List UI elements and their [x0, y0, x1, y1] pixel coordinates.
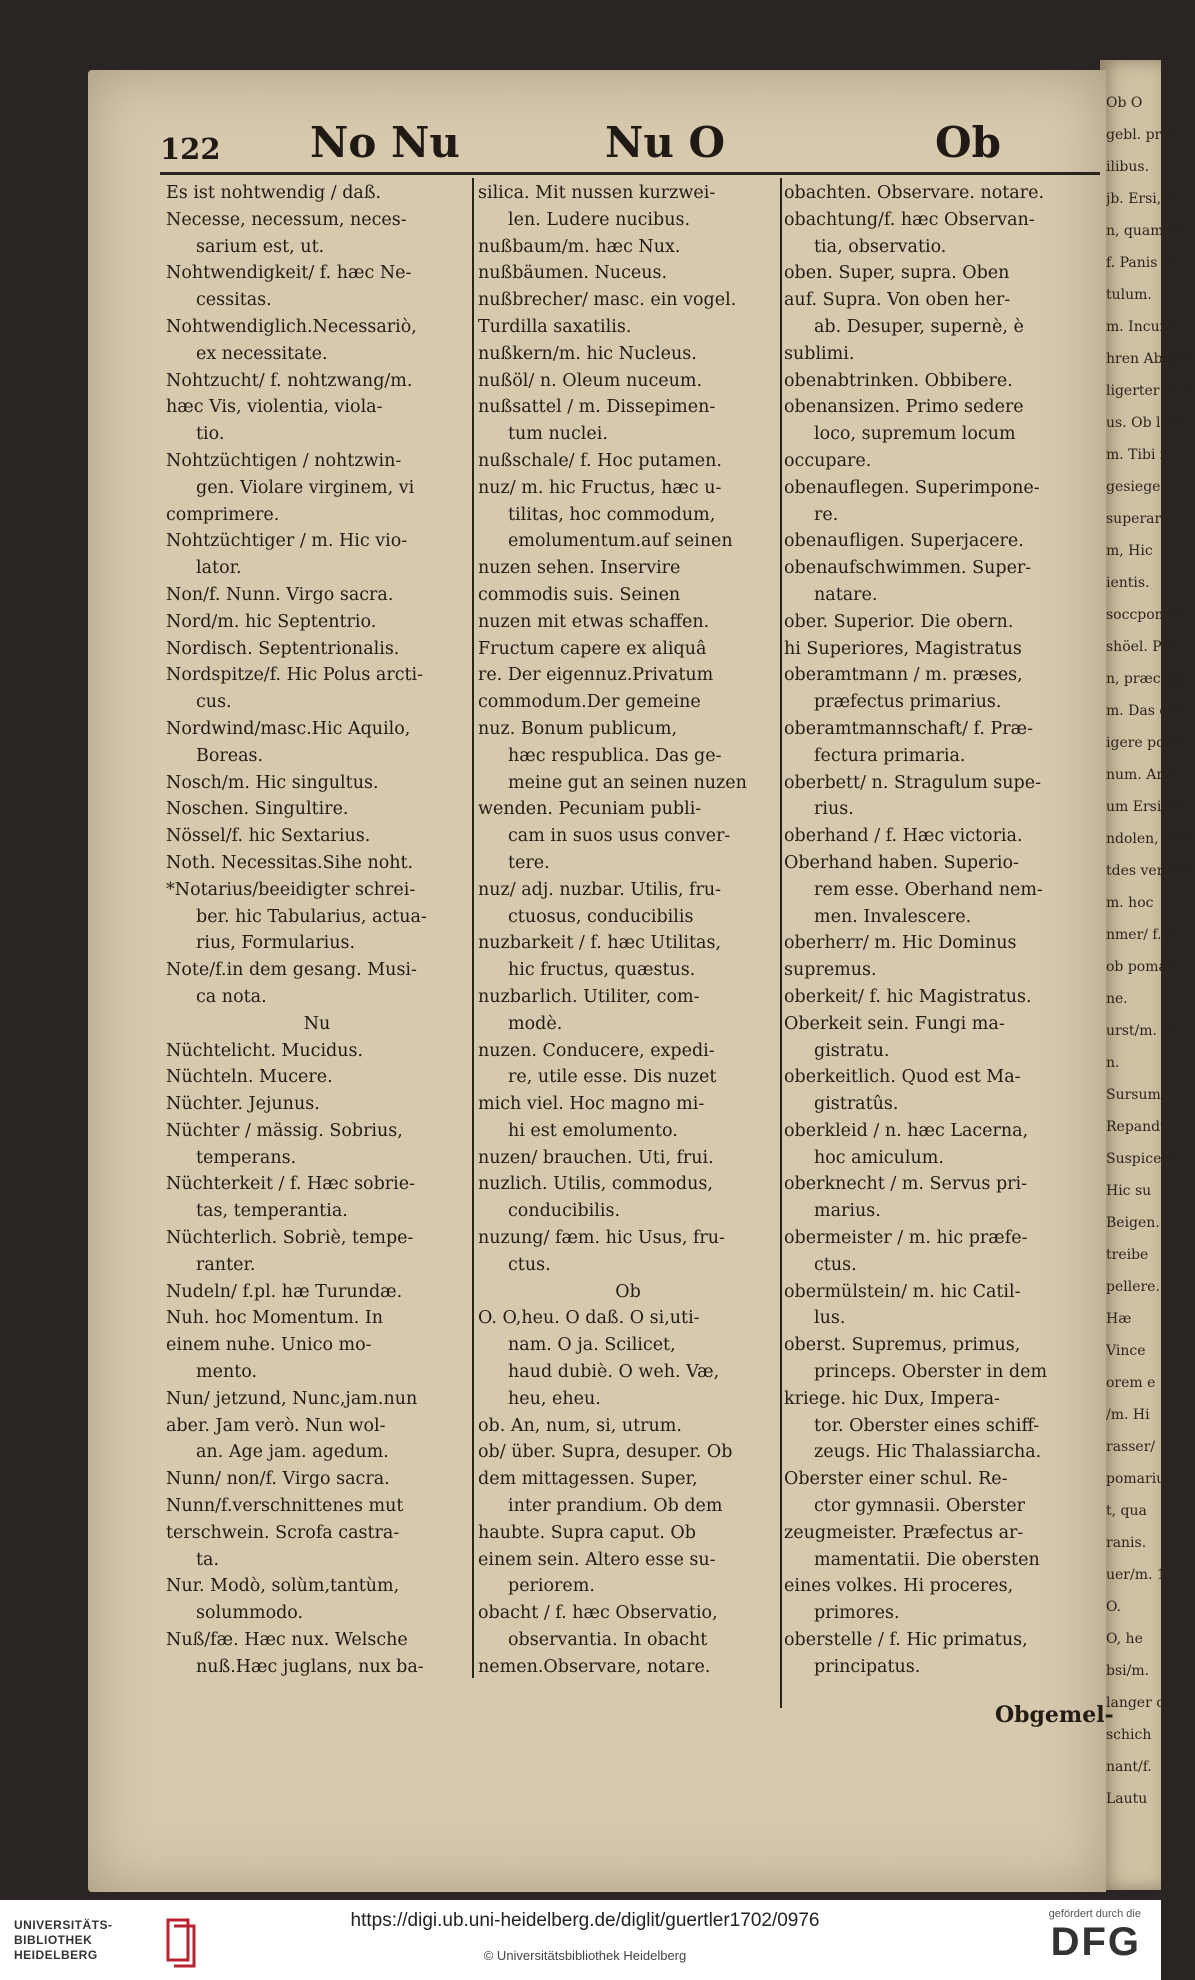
- text-line: occupare.: [784, 450, 872, 471]
- next-page-fragment: schich: [1106, 1727, 1152, 1743]
- next-page-fragment: num. Arbo: [1106, 767, 1181, 783]
- next-page-fragment: Lautu: [1106, 1791, 1148, 1807]
- text-line: zeugs. Hic Thalassiarcha.: [814, 1442, 1042, 1463]
- text-line: obenansizen. Primo sedere: [784, 397, 1024, 418]
- text-line: nußbäumen. Nuceus.: [478, 263, 668, 284]
- next-page-fragment: Suspicere: [1106, 1151, 1177, 1167]
- next-page-fragment: treibe: [1106, 1247, 1149, 1263]
- text-line: ab. Desuper, supernè, è: [814, 316, 1024, 337]
- text-line: ctor gymnasii. Oberster: [814, 1496, 1025, 1517]
- text-line: oberkeit/ f. hic Magistratus.: [784, 986, 1032, 1007]
- text-line: oberherr/ m. Hic Dominus: [784, 933, 1017, 954]
- text-line: tio.: [196, 424, 225, 445]
- text-line: nuzbarlich. Utiliter, com-: [478, 986, 700, 1007]
- next-page-fragment: superare.: [1106, 511, 1174, 527]
- text-line: ex necessitate.: [196, 343, 328, 364]
- text-line: Nohtzüchtigen / nohtzwin-: [166, 450, 402, 471]
- text-line: ranter.: [196, 1254, 256, 1275]
- text-line: Non/f. Nunn. Virgo sacra.: [166, 584, 394, 605]
- text-line: comprimere.: [166, 504, 280, 525]
- next-page-fragment: /m. Hi: [1106, 1407, 1150, 1423]
- text-line: lus.: [814, 1308, 846, 1329]
- text-line: oberamtmannschaft/ f. Præ-: [784, 718, 1034, 739]
- text-line: Nohtzüchtiger / m. Hic vio-: [166, 531, 408, 552]
- text-line: einem nuhe. Unico mo-: [166, 1335, 372, 1356]
- column-right: [784, 180, 1098, 1681]
- text-line: obachtung/f. hæc Observan-: [784, 209, 1035, 230]
- text-line: oberamtmann / m. præses,: [784, 665, 1023, 686]
- text-line: tere.: [508, 852, 550, 873]
- text-line: Es ist nohtwendig / daß.: [166, 183, 382, 203]
- text-line: men. Invalescere.: [814, 906, 972, 927]
- text-line: nuzen/ brauchen. Uti, frui.: [478, 1147, 714, 1168]
- text-line: præfectus primarius.: [814, 692, 1002, 713]
- next-page-fragment: orem e: [1106, 1375, 1156, 1391]
- next-page-fragment: n, quamvis: [1106, 223, 1184, 239]
- text-line: nuzlich. Utilis, commodus,: [478, 1174, 713, 1195]
- next-page-fragment: m. Tibi in: [1106, 447, 1174, 463]
- text-line: ctuosus, conducibilis: [508, 906, 694, 927]
- text-line: obermülstein/ m. hic Catil-: [784, 1281, 1021, 1302]
- next-page-fragment: Hæ: [1106, 1311, 1132, 1327]
- text-line: periorem.: [508, 1576, 595, 1597]
- next-page-fragment: nmer/ f. C: [1106, 927, 1177, 943]
- text-line: Nüchter. Jejunus.: [166, 1094, 320, 1115]
- text-line: dem mittagessen. Super,: [478, 1469, 698, 1490]
- text-line: tas, temperantia.: [196, 1201, 348, 1222]
- text-line: oberstelle / f. Hic primatus,: [784, 1630, 1028, 1651]
- text-line: Nudeln/ f.pl. hæ Turundæ.: [166, 1281, 403, 1302]
- text-line: Nüchterlich. Sobriè, tempe-: [166, 1228, 414, 1249]
- text-line: inter prandium. Ob dem: [508, 1496, 723, 1517]
- next-page-fragment: tulum.: [1106, 287, 1152, 303]
- next-page-fragment: Hic su: [1106, 1183, 1152, 1199]
- text-line: eines volkes. Hi proceres,: [784, 1576, 1014, 1597]
- text-line: hoc amiculum.: [814, 1147, 944, 1168]
- text-line: tilitas, hoc commodum,: [508, 504, 716, 525]
- copyright-notice: © Universitätsbibliothek Heidelberg: [483, 1948, 687, 1963]
- text-line: oberbett/ n. Stragulum supe-: [784, 772, 1041, 793]
- text-line: hi est emolumento.: [508, 1120, 678, 1141]
- text-line: solummodo.: [196, 1603, 304, 1624]
- text-line: Nun/ jetzund, Nunc,jam.nun: [166, 1388, 418, 1409]
- text-line: Nordspitze/f. Hic Polus arcti-: [166, 665, 424, 686]
- text-line: oben. Super, supra. Oben: [784, 263, 1010, 284]
- next-page-fragment: ligerter incu: [1106, 383, 1195, 399]
- text-line: observantia. In obacht: [508, 1630, 708, 1651]
- text-line: oberhand / f. Hæc victoria.: [784, 826, 1023, 847]
- next-page-fragment: jb. Ersi, lic: [1106, 191, 1183, 207]
- text-line: conducibilis.: [508, 1201, 621, 1222]
- text-line: Nüchterkeit / f. Hæc sobrie-: [166, 1174, 416, 1195]
- next-page-fragment: ne.: [1106, 991, 1128, 1007]
- text-line: loco, supremum locum: [814, 424, 1016, 445]
- next-page-fragment: soccpomur: [1106, 607, 1184, 623]
- text-line: auf. Supra. Von oben her-: [784, 290, 1011, 311]
- text-line: Boreas.: [196, 745, 264, 766]
- dfg-logo-text: DFG: [1050, 1920, 1141, 1964]
- text-line: meine gut an seinen nuzen: [508, 772, 747, 793]
- text-line: re, utile esse. Dis nuzet: [508, 1067, 717, 1088]
- text-line: nam. O ja. Scilicet,: [508, 1335, 676, 1356]
- text-line: Nüchter / mässig. Sobrius,: [166, 1120, 403, 1141]
- text-line: obenaufligen. Superjacere.: [784, 531, 1024, 552]
- next-page-fragment: shöel. Pon: [1106, 639, 1179, 655]
- text-line: cam in suos usus conver-: [508, 826, 731, 847]
- text-line: obachten. Observare. notare.: [784, 183, 1045, 203]
- next-page-fragment: m. hoc: [1106, 895, 1154, 911]
- text-line: gen. Violare virginem, vi: [196, 477, 415, 498]
- text-line: einem sein. Altero esse su-: [478, 1549, 716, 1570]
- text-line: tia, observatio.: [814, 236, 947, 257]
- text-line: oberst. Supremus, primus,: [784, 1335, 1021, 1356]
- column-divider: [472, 178, 474, 1678]
- text-line: obacht / f. hæc Observatio,: [478, 1603, 718, 1624]
- text-line: obenaufschwimmen. Super-: [784, 558, 1032, 579]
- text-line: ob/ über. Supra, desuper. Ob: [478, 1442, 733, 1463]
- text-line: Fructum capere ex aliquâ: [478, 638, 707, 659]
- text-line: an. Age jam. agedum.: [196, 1442, 389, 1463]
- text-line: ca nota.: [196, 986, 267, 1007]
- text-line: Nord/m. hic Septentrio.: [166, 611, 377, 632]
- text-line: tum nuclei.: [508, 424, 608, 445]
- text-line: terschwein. Scrofa castra-: [166, 1522, 400, 1543]
- next-page-fragment: rasser/: [1106, 1439, 1156, 1455]
- next-page-fragment: t, qua: [1106, 1503, 1147, 1519]
- funder-logo[interactable]: [1021, 1908, 1141, 1972]
- text-line: hi Superiores, Magistratus: [784, 638, 1022, 659]
- text-line: nuzen sehen. Inservire: [478, 558, 681, 579]
- next-page-fragment: m. Incumb: [1106, 319, 1182, 335]
- text-line: kriege. hic Dux, Impera-: [784, 1388, 1000, 1409]
- next-page-fragment: urst/m. Fo: [1106, 1023, 1179, 1039]
- text-line: haud dubiè. O weh. Væ,: [508, 1362, 720, 1383]
- text-line: Necesse, necessum, neces-: [166, 209, 407, 230]
- next-page-fragment: tdes versari.: [1106, 863, 1195, 879]
- text-line: ctus.: [814, 1254, 857, 1275]
- text-line: temperans.: [196, 1147, 297, 1168]
- text-line: Nuh. hoc Momentum. In: [166, 1308, 384, 1329]
- text-line: ta.: [196, 1549, 220, 1570]
- text-line: nußbrecher/ masc. ein vogel.: [478, 290, 737, 311]
- text-line: nuzung/ fæm. hic Usus, fru-: [478, 1228, 725, 1249]
- next-page-fragment: O, he: [1106, 1631, 1143, 1647]
- next-page-fragment: ranis.: [1106, 1535, 1147, 1551]
- text-line: nuzen mit etwas schaffen.: [478, 611, 710, 632]
- next-page-fragment: Sursum.: [1106, 1087, 1166, 1103]
- middle-heading: Nu O: [605, 118, 726, 167]
- text-line: nußöl/ n. Oleum nuceum.: [478, 370, 703, 391]
- text-line: nuzbarkeit / f. hæc Utilitas,: [478, 933, 722, 954]
- text-line: Nunn/f.verschnittenes mut: [166, 1496, 404, 1517]
- text-line: oberkeitlich. Quod est Ma-: [784, 1067, 1021, 1088]
- text-line: Oberhand haben. Superio-: [784, 852, 1019, 873]
- column-middle: [478, 180, 778, 1681]
- page-number: 122: [160, 132, 221, 166]
- next-page-fragment: gebl. præ: [1106, 127, 1175, 143]
- text-line: nuz/ m. hic Fructus, hæc u-: [478, 477, 722, 498]
- text-line: Nohtzucht/ f. nohtzwang/m.: [166, 370, 413, 391]
- next-page-fragment: igere poma: [1106, 735, 1187, 751]
- text-line: nußsattel / m. Dissepimen-: [478, 397, 716, 418]
- text-line: ber. hic Tabularius, actua-: [196, 906, 427, 927]
- next-page-fragment: n.: [1106, 1055, 1120, 1071]
- text-line: Nosch/m. Hic singultus.: [166, 772, 379, 793]
- text-line: primores.: [814, 1603, 900, 1624]
- next-page-fragment: nant/f.: [1106, 1759, 1152, 1775]
- text-line: nuzen. Conducere, expedi-: [478, 1040, 715, 1061]
- text-line: oberkleid / n. hæc Lacerna,: [784, 1120, 1029, 1141]
- viewer-footer: [0, 1900, 1161, 1980]
- next-page-fragment: m, Hic: [1106, 543, 1153, 559]
- text-line: sarium est, ut.: [196, 236, 325, 257]
- text-line: Note/f.in dem gesang. Musi-: [166, 960, 417, 981]
- next-page-fragment: bsi/m.: [1106, 1663, 1150, 1679]
- text-line: nuß.Hæc juglans, nux ba-: [196, 1656, 424, 1677]
- library-logo[interactable]: [14, 1914, 214, 1970]
- text-line: Oberkeit sein. Fungi ma-: [784, 1013, 1005, 1034]
- text-line: nußschale/ f. Hoc putamen.: [478, 450, 722, 471]
- column-divider: [780, 178, 782, 1708]
- next-page-fragment: us. Ob liter: [1106, 415, 1186, 431]
- next-page-fragment: Repandu: [1106, 1119, 1170, 1135]
- text-line: mento.: [196, 1362, 258, 1383]
- text-line: wenden. Pecuniam publi-: [478, 799, 702, 820]
- next-page-fragment: n, præcoqu: [1106, 671, 1187, 687]
- text-line: mamentatii. Die obersten: [814, 1549, 1040, 1570]
- next-page-fragment: O.: [1106, 1599, 1122, 1615]
- page-url-link[interactable]: https://digi.ub.uni-heidelberg.de/diglit/guertler1702/0976: [350, 1910, 820, 1931]
- text-line: Nüchtelicht. Mucidus.: [166, 1040, 364, 1061]
- next-page-fragment: ientis.: [1106, 575, 1150, 591]
- text-line: marius.: [814, 1201, 881, 1222]
- text-line: obenauflegen. Superimpone-: [784, 477, 1040, 498]
- library-mark-icon: [164, 1916, 198, 1968]
- next-page-fragment: Vince: [1106, 1343, 1146, 1359]
- text-line: gistratûs.: [814, 1094, 899, 1115]
- running-header: [160, 118, 1080, 178]
- text-line: O. O,heu. O daß. O si,uti-: [478, 1308, 700, 1329]
- text-line: ctus.: [508, 1254, 551, 1275]
- library-name: UNIVERSITÄTS- BIBLIOTHEK HEIDELBERG: [14, 1918, 113, 1962]
- catchword: Obgemel-: [995, 1702, 1114, 1728]
- next-page-fragment: pellere.: [1106, 1279, 1160, 1295]
- text-line: obenabtrinken. Obbibere.: [784, 370, 1013, 391]
- text-line: princeps. Oberster in dem: [814, 1362, 1048, 1383]
- text-line: rius.: [814, 799, 854, 820]
- text-line: Oberster einer schul. Re-: [784, 1469, 1008, 1490]
- text-line: natare.: [814, 584, 878, 605]
- text-line: Nur. Modò, solùm,tantùm,: [166, 1576, 400, 1597]
- funder-caption: gefördert durch die: [1048, 1908, 1141, 1920]
- text-line: hic fructus, quæstus.: [508, 960, 696, 981]
- next-page-fragment: uer/m. 1: [1106, 1567, 1166, 1583]
- text-line: Nordwind/masc.Hic Aquilo,: [166, 718, 411, 739]
- text-line: commodis suis. Seinen: [478, 584, 681, 605]
- next-page-fragment: ndolen, Imm: [1106, 831, 1195, 847]
- text-line: hæc Vis, violentia, viola-: [166, 397, 383, 418]
- text-line: Ob: [615, 1281, 641, 1302]
- text-line: Nordisch. Septentrionalis.: [166, 638, 400, 659]
- next-page-fragment: hren Abgest: [1106, 351, 1193, 367]
- column-left: [166, 180, 468, 1681]
- next-page-fragment: f. Panis ol: [1106, 255, 1175, 271]
- text-line: Turdilla saxatilis.: [478, 316, 632, 337]
- text-line: ob. An, num, si, utrum.: [478, 1415, 682, 1436]
- next-page-fragment: m. Das obs: [1106, 703, 1184, 719]
- text-line: tor. Oberster eines schiff-: [814, 1415, 1040, 1436]
- text-line: Nu: [303, 1013, 331, 1034]
- text-line: haubte. Supra caput. Ob: [478, 1522, 696, 1543]
- text-line: nußkern/m. hic Nucleus.: [478, 343, 697, 364]
- text-line: Nuß/fæ. Hæc nux. Welsche: [166, 1630, 408, 1651]
- next-page-fragment: ilibus.: [1106, 159, 1150, 175]
- next-page-fragment: langer o: [1106, 1695, 1165, 1711]
- next-page-fragment: ob pomari: [1106, 959, 1179, 975]
- text-line: supremus.: [784, 960, 877, 981]
- text-line: len. Ludere nucibus.: [508, 209, 691, 230]
- text-line: nemen.Observare, notare.: [478, 1656, 711, 1677]
- text-line: fectura primaria.: [814, 745, 966, 766]
- text-line: zeugmeister. Præfectus ar-: [784, 1522, 1024, 1543]
- text-line: aber. Jam verò. Nun wol-: [166, 1415, 386, 1436]
- header-rule: [160, 172, 1100, 175]
- text-line: rem esse. Oberhand nem-: [814, 879, 1043, 900]
- left-heading: No Nu: [310, 118, 460, 167]
- right-heading: Ob: [935, 118, 1001, 167]
- text-line: Noschen. Singultire.: [166, 799, 349, 820]
- next-page-fragment: Beigen.: [1106, 1215, 1160, 1231]
- text-line: Nössel/f. hic Sextarius.: [166, 826, 371, 847]
- text-line: Nüchteln. Mucere.: [166, 1067, 333, 1088]
- text-line: principatus.: [814, 1656, 921, 1677]
- text-line: gistratu.: [814, 1040, 890, 1061]
- text-line: oberknecht / m. Servus pri-: [784, 1174, 1028, 1195]
- text-line: rius, Formularius.: [196, 933, 356, 954]
- text-line: nuz/ adj. nuzbar. Utilis, fru-: [478, 879, 722, 900]
- text-line: Nunn/ non/f. Virgo sacra.: [166, 1469, 390, 1490]
- text-line: re.: [814, 504, 839, 525]
- next-page-fragment: gesiegen.: [1106, 479, 1174, 495]
- text-line: obermeister / m. hic præfe-: [784, 1228, 1028, 1249]
- text-line: hæc respublica. Das ge-: [508, 745, 722, 766]
- next-page-fragment: Ob O: [1106, 95, 1143, 111]
- text-line: *Notarius/beeidigter schrei-: [166, 879, 416, 900]
- text-line: sublimi.: [784, 343, 855, 364]
- text-line: cessitas.: [196, 290, 272, 311]
- next-page-fragment: um Ersi, lic: [1106, 799, 1188, 815]
- text-line: heu, eheu.: [508, 1388, 601, 1409]
- next-page-edge: [1100, 60, 1195, 1890]
- text-line: ober. Superior. Die obern.: [784, 611, 1014, 632]
- text-line: re. Der eigennuz.Privatum: [478, 665, 714, 686]
- text-line: Nohtwendigkeit/ f. hæc Ne-: [166, 263, 412, 284]
- text-line: modè.: [508, 1013, 563, 1034]
- text-line: mich viel. Hoc magno mi-: [478, 1094, 705, 1115]
- text-line: cus.: [196, 692, 232, 713]
- next-page-fragment: pomariu: [1106, 1471, 1166, 1487]
- text-line: lator.: [196, 558, 242, 579]
- text-line: nuz. Bonum publicum,: [478, 718, 678, 739]
- text-line: silica. Mit nussen kurzwei-: [478, 183, 716, 203]
- text-line: commodum.Der gemeine: [478, 692, 701, 713]
- text-line: Noth. Necessitas.Sihe noht.: [166, 852, 414, 873]
- text-line: Nohtwendiglich.Necessariò,: [166, 316, 417, 337]
- text-line: emolumentum.auf seinen: [508, 531, 733, 552]
- text-line: nußbaum/m. hæc Nux.: [478, 236, 681, 257]
